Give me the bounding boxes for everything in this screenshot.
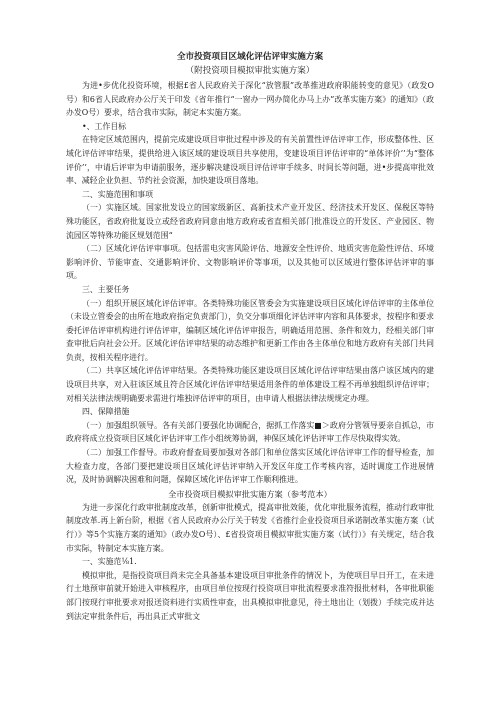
paragraph-task-share: （二）共享区域化评估评审结果。各类特殊功能区建设项目区域化评估评审结果由落户该区域内的建设项目共享，对入驻该区域且符合区域化评估评审结果适用条件的单体建设工程不再单独组织评估评审；对相关法律法规明确要求需进行堆独评估评审的项目，由申请人根据法律法规规定办理。 [66, 366, 434, 403]
paragraph-guarantee-supervision: （二）加强工作督导。市政府督查局要加强对各部门和单位落实区域化评估评审工作的督导检查，加大检查力度，各部门要把建设项目区域化评估评审纳入开发区年度工作考核内容，适时调度工作进展情况，及时协调解决困难和问题，保障区域化评估评审工作顺利推进。 [66, 448, 434, 485]
section-heading-2: 二、实施范围和事项 [82, 189, 154, 199]
section-heading-simulated-1: 一、实施范⅛1. [82, 557, 137, 567]
paragraph-guarantee-leadership: （一）加强组织领导。各有关部门要强化协调配合，据抓工作落实■＞政府分管领导要亲自抓总，市政府将成立投资项目区域化评估评审工作小组统筹协调，神保区域化评估评审工作尽快取得实效。 [66, 420, 434, 444]
document-subtitle: （附投资项目模拟审批实施方案） [185, 66, 315, 76]
paragraph-goal: 在特定区域范围内，提前完成建设项目审批过程中涉及的有关前置性评估评审工作，形成整体性、区域化评估评审结果，提供给进入该区域的建设项目共享使用，变建设项目评估评审的“单体评价’’为“整体评价’’，中请后评审为申请前服务，逐步解决建设项目评估评审手续多、时间长等问题，进•步提高审批效率、减轻企业负担、节约社会资源，加快建设项目落地。 [66, 135, 434, 186]
section-heading-3: 三、主要任务 [82, 284, 130, 294]
document-title: 全市投资项目区域化评估评审实施方案 [176, 52, 324, 62]
paragraph-scope-items: （二）区域化评估评审事项。包括雷电灾害风险评估、地源安全性评价、地质灾害危险性评估、环境影响评价、节能审查、交通影响评价、文物影响评价等事项，以及其他可以区域进行整体评估评审的事项。 [66, 244, 434, 281]
section-heading-1: •、工作目标 [82, 121, 127, 131]
intro-paragraph: 为进•步优化投资环境，根据£省人民政府关于深化“放管服”改革推进政府职能转变的意见》（政发O号）和6省人民政府办公厅关于印发《省年推行“一窗办一网办简化办马上办”改革实施方案》的通知》（政办发O号）要求，结合我市实际，制定本实施方案。 [66, 81, 434, 118]
paragraph-scope-area: （一）实施区域。国家批发设立的国家级新区、高新技术产业开发区、经济技术开发区、保税区等特殊功能区，省政府批复设立或经省政府同意由地方政府或省直相关部门批准设立的开发区、产业园区、物流园区等特殊功能区规划范围“ [66, 203, 434, 240]
second-document-title: 全市投资项目模拟审批实施方案（参考范本） [168, 488, 332, 499]
paragraph-task-organize: （一）组织开展区域化评估评审。各类特殊功能区管委会为实施建设项目区域化评估评审的主体单位（未设立管委会的由所在地政府指定负责部门），负交分事项细化评估评审内容和具体要求，按程序和要求委托评估评审机构进行评估评审，编制区域化评估评审报告，明确适用范围、条件和效力，经相关部门审查审批后向社会公开。区域化评估评审结果的动态维护和更新工作由各主体单位和地方政府有关部门共同负责，按相关程序进行。 [66, 298, 434, 362]
paragraph-simulated-definition: 模拟审批，是指投资项目尚未完全具备基本建设项目审批条件的情况卜，为使项目早日开工，在未进行土地预审前就开始进入审核程序，由项目单位按现行投资项目审批流程要求准符报批材料，各审批职能部门按现行审批要求对报送资料进行实质性审查，出具模拟审批意见，待土地出让（划拨）手续完成并达到法定审批条件后，再出具正式审批文 [66, 570, 434, 621]
section-heading-4: 四、保障措施 [82, 407, 130, 417]
paragraph-simulated-intro: 为进一步深化行政审批制度改革，创新审批模式，提高审批效能，优化审批服务流程，推动行政审批制度改革.再上新台阶，根据《省人民政府办公厅关于转发《省推行企业投资项目承诺制改革实施方案（试行）》等5个实施方案的通知》（政办发O号）、£省投资项目模拟审批实施方案（试行）》有关规定，结合我市实际，特制定本实施方案。 [66, 502, 434, 553]
